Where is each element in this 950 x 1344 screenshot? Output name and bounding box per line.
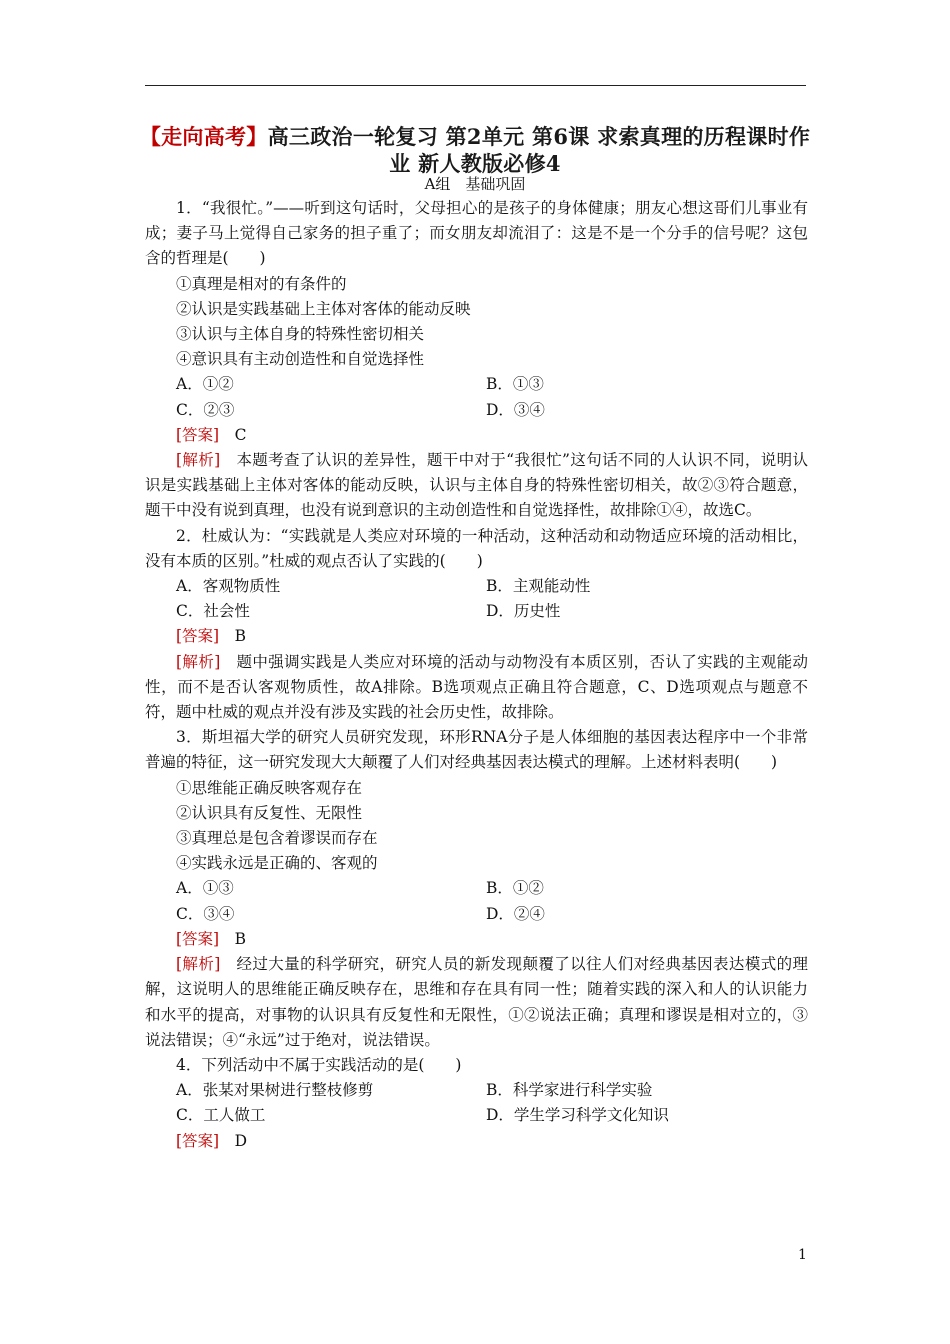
option-b: B．主观能动性 [486,577,591,596]
question-stem: 2．杜威认为：“实践就是人类应对环境的一种活动，这种活动和动物适应环境的活动相比，没有本质的区别。”杜威的观点否认了实践的( ) [145,526,808,570]
analysis-paragraph [145,952,808,1053]
analysis-text: 本题考查了认识的差异性，题干中对于“我很忙”这句话不同的人认识不同，说明认识是实践基础上主体对客体的能动反映，认识与主体自身的特殊性密切相关，故②③符合题意，题干中没有说到真理，也没有说到意识的主动创造性和自觉选择性，故排除①④，故选C。 [145,451,808,520]
option-a: A．①② [176,375,234,394]
statement-item: ②认识具有反复性、无限性 [176,803,363,822]
option-b: B．科学家进行科学实验 [486,1081,653,1100]
statement-item: ④意识具有主动创造性和自觉选择性 [176,350,425,369]
answer-label: [答案] [176,627,220,646]
option-d: D．③④ [486,400,545,419]
question-stem: 1．“我很忙。”——听到这句话时，父母担心的是孩子的身体健康；朋友心想这哥们儿事业有成；妻子马上觉得自己家务的担子重了；而女朋友却流泪了：这是不是一个分手的信号呢？这包含的哲理是( ) [145,199,808,268]
option-c: C．社会性 [176,602,250,621]
section-heading: A组 基础巩固 [424,175,526,193]
page-number: 1 [798,1247,807,1263]
option-b: B．①② [486,879,544,898]
statement-item: ①思维能正确反映客观存在 [176,778,363,797]
answer-line [145,1129,808,1154]
header-rule [145,85,806,86]
statement-item: ④实践永远是正确的、客观的 [176,854,378,873]
answer-label: [答案] [176,425,220,444]
document-body [145,196,808,1154]
statement-item: ③认识与主体自身的特殊性密切相关 [176,325,425,344]
option-c: C．②③ [176,400,235,419]
option-c: C．③④ [176,904,235,923]
option-b: B．①③ [486,375,544,394]
answer-value: D [234,1131,248,1150]
answer-value: B [234,627,247,646]
option-a: A．①③ [176,879,234,898]
statement-item: ③真理总是包含着谬误而存在 [176,829,378,848]
question-stem: 3．斯坦福大学的研究人员研究发现，环形RNA分子是人体细胞的基因表达程序中一个非常普遍的特征，这一研究发现大大颠覆了人们对经典基因表达模式的理解。上述材料表明( ) [145,728,808,772]
answer-label: [答案] [176,929,220,948]
analysis-text: 题中强调实践是人类应对环境的活动与动物没有本质区别，否认了实践的主观能动性，而不是否认客观物质性，故A排除。B选项观点正确且符合题意，C、D选项观点与题意不符，题中杜威的观点并没有涉及实践的社会历史性，故排除。 [145,652,808,722]
option-a: A．客观物质性 [176,577,281,596]
analysis-label: [解析] [176,451,221,470]
statement-item: ①真理是相对的有条件的 [176,274,347,293]
option-a: A．张某对果树进行整枝修剪 [176,1081,374,1100]
option-d: D．②④ [486,904,545,923]
analysis-label: [解析] [176,652,221,671]
question-stem: 4．下列活动中不属于实践活动的是( ) [176,1055,462,1074]
analysis-paragraph [145,448,808,524]
document-title [135,123,815,177]
answer-line [145,423,808,448]
option-d: D．学生学习科学文化知识 [486,1106,669,1125]
option-c: C．工人做工 [176,1106,266,1125]
title-tag: 【走向高考】 [139,124,268,149]
option-row [145,876,808,901]
statement-item: ②认识是实践基础上主体对客体的能动反映 [176,299,471,318]
answer-value: C [234,425,247,444]
option-row [145,574,808,599]
option-row [145,902,808,927]
option-row [145,398,808,423]
option-row [145,599,808,624]
option-d: D．历史性 [486,602,561,621]
answer-value: B [234,929,247,948]
option-row [145,1078,808,1103]
option-row [145,1103,808,1128]
analysis-text: 经过大量的科学研究，研究人员的新发现颠覆了以往人们对经典基因表达模式的理解，这说明人的思维能正确反映存在，思维和存在具有同一性；随着实践的深入和人的认识能力和水平的提高，对事物的认识具有反复性和无限性，①②说法正确；真理和谬误是相对立的，③说法错误；④“永远”过于绝对，说法错误。 [145,955,808,1049]
analysis-label: [解析] [176,955,221,974]
answer-label: [答案] [176,1131,220,1150]
title-text: 高三政治一轮复习 第2单元 第6课 求索真理的历程课时作业 新人教版必修4 [267,124,811,176]
analysis-paragraph [145,650,808,726]
answer-line [145,927,808,952]
answer-line [145,624,808,649]
option-row [145,372,808,397]
